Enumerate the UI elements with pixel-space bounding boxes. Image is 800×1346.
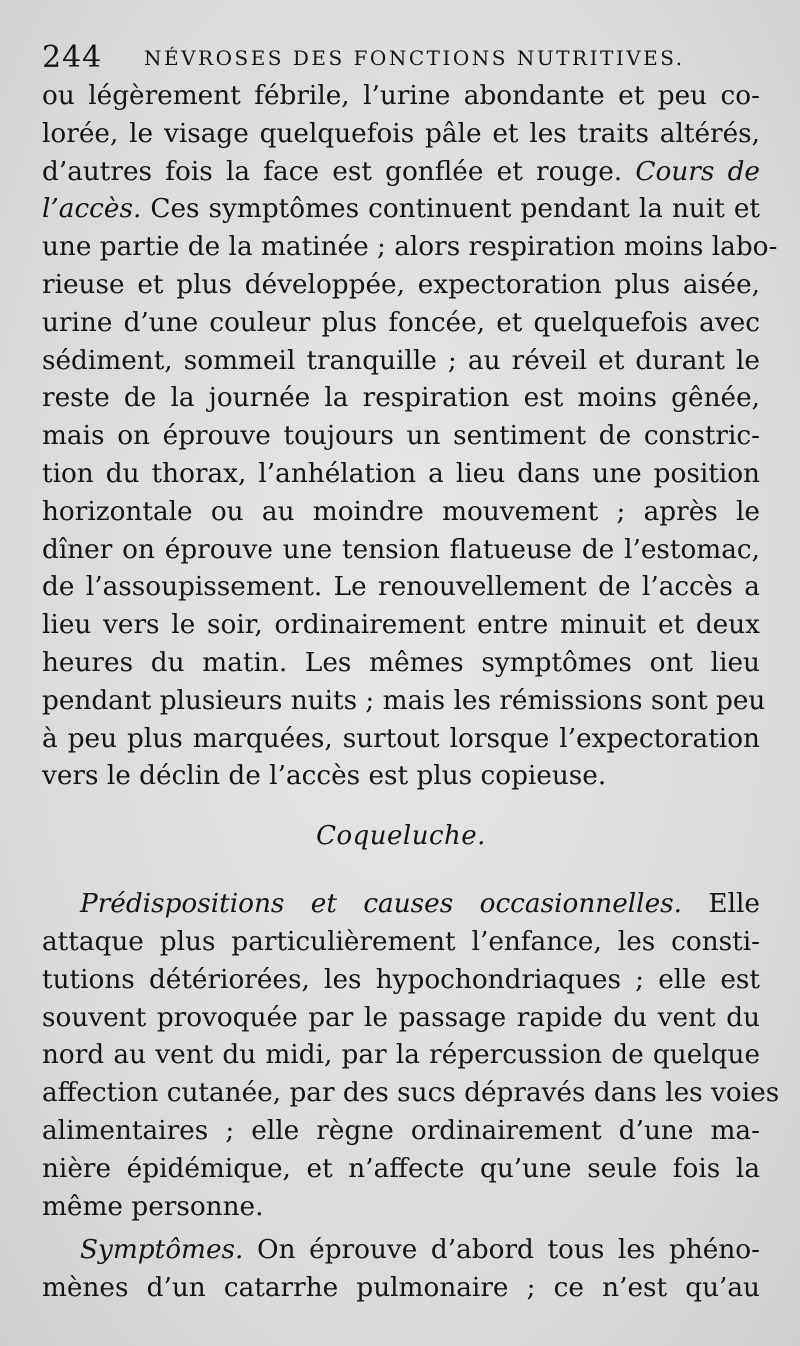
paragraph-asthma-continued <box>42 78 778 796</box>
text-line: lorée, le visage quelquefois pâle et les traits altérés, <box>42 118 760 149</box>
text-line: sédiment, sommeil tranquille ; au réveil et durant le <box>42 345 760 376</box>
text-line: souvent provoquée par le passage rapide du vent du <box>42 1002 760 1033</box>
text-line: tutions détériorées, les hypochondriaques ; elle est <box>42 964 760 995</box>
text-line: horizontale ou au moindre mouvement ; après le <box>42 496 760 527</box>
text-line: une partie de la matinée ; alors respiration moins labo- <box>42 232 778 263</box>
text-line: d’autres fois la face est gonflée et rouge. Cours de <box>42 156 760 187</box>
text-line: vers le déclin de l’accès est plus copieuse. <box>42 761 607 792</box>
text-line: mais on éprouve toujours un sentiment de constric- <box>42 421 760 452</box>
italic-subheading: l’accès. <box>42 194 142 225</box>
text-line: l’accès. Ces symptômes continuent pendant la nuit et <box>42 194 760 225</box>
text-line: alimentaires ; elle règne ordinairement d’une ma- <box>42 1115 760 1146</box>
text-line: urine d’une couleur plus foncée, et quelquefois avec <box>42 307 760 338</box>
text-line: affection cutanée, par des sucs dépravés dans les voies <box>42 1078 780 1109</box>
page-body <box>42 78 780 1308</box>
text-line: heures du matin. Les mêmes symptômes ont lieu <box>42 647 760 678</box>
paragraph-symptoms <box>42 1232 760 1308</box>
text-line: dîner on éprouve une tension flatueuse de l’estomac, <box>42 534 760 565</box>
text-line: Symptômes. On éprouve d’abord tous les phéno- <box>80 1235 761 1266</box>
text-line: tion du thorax, l’anhélation a lieu dans une position <box>42 458 760 489</box>
italic-subheading: Cours de <box>635 156 760 187</box>
paragraph-predispositions <box>42 886 780 1226</box>
text-line: pendant plusieurs nuits ; mais les rémissions sont peu <box>42 685 766 716</box>
section-heading: Coqueluche. <box>316 821 486 852</box>
page-header <box>40 38 760 78</box>
text-line: reste de la journée la respiration est moins gênée, <box>42 383 760 414</box>
text-line: attaque plus particulièrement l’enfance, les consti- <box>42 926 760 957</box>
page-number: 244 <box>42 40 103 75</box>
text-line: même personne. <box>42 1191 264 1222</box>
running-title: NÉVROSES DES FONCTIONS NUTRITIVES. <box>144 46 685 70</box>
text-line: nière épidémique, et n’affecte qu’une seule fois la <box>42 1153 760 1184</box>
italic-subheading: Symptômes. <box>80 1235 244 1266</box>
italic-subheading: Prédispositions et causes occasionnelles. <box>80 889 682 920</box>
text-line: lieu vers le soir, ordinairement entre minuit et deux <box>42 610 760 641</box>
text-line: à peu plus marquées, surtout lorsque l’expectoration <box>42 723 760 754</box>
text-line: de l’assoupissement. Le renouvellement de l’accès a <box>42 572 760 603</box>
text-line: Prédispositions et causes occasionnelles. Elle <box>80 889 760 920</box>
text-line: mènes d’un catarrhe pulmonaire ; ce n’est qu’au <box>42 1273 760 1304</box>
text-line: nord au vent du midi, par la répercussion de quelque <box>42 1040 760 1071</box>
text-line: ou légèrement fébrile, l’urine abondante et peu co- <box>42 81 760 111</box>
text-line: rieuse et plus développée, expectoration plus aisée, <box>42 269 760 300</box>
